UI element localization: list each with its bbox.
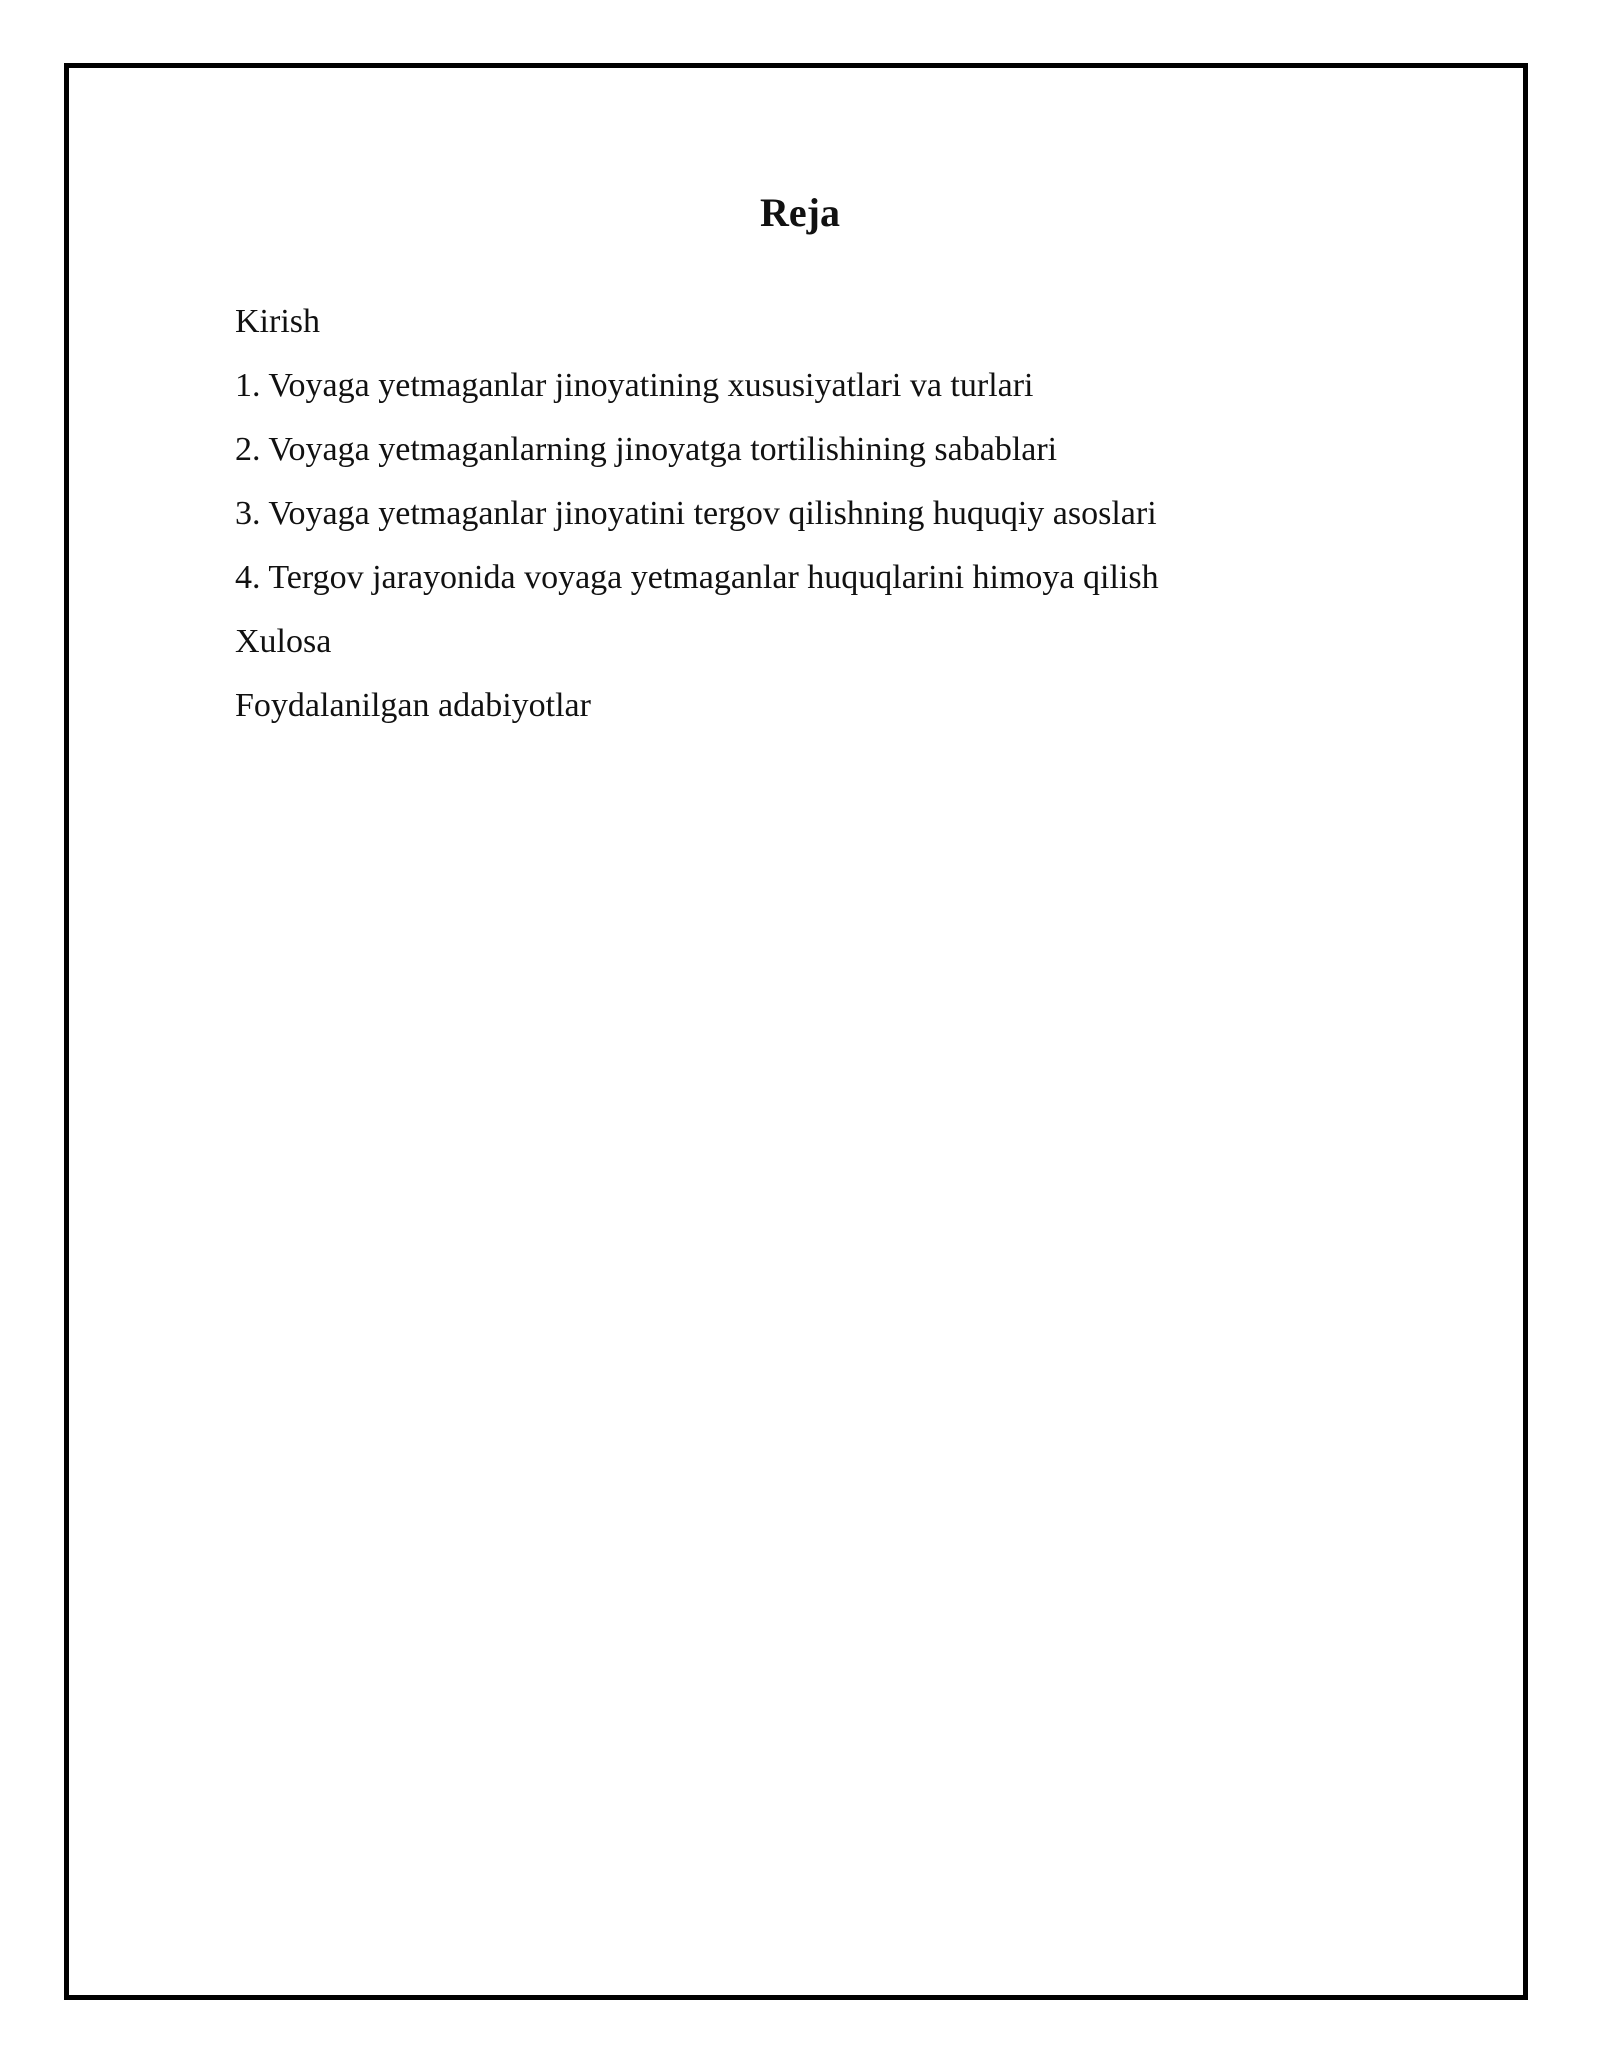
plan-item-1: 1. Voyaga yetmaganlar jinoyatining xususiyatlari va turlari: [235, 367, 1034, 404]
plan-item-3: 3. Voyaga yetmaganlar jinoyatini tergov qilishning huquqiy asoslari: [235, 495, 1157, 532]
plan-item-2: 2. Voyaga yetmaganlarning jinoyatga tortilishining sabablari: [235, 431, 1058, 468]
plan-list: [235, 290, 1159, 738]
plan-item-references: Foydalanilgan adabiyotlar: [235, 687, 591, 724]
plan-item-intro: Kirish: [235, 303, 320, 340]
page-title: Reja: [760, 190, 840, 235]
plan-item-4: 4. Tergov jarayonida voyaga yetmaganlar huquqlarini himoya qilish: [235, 559, 1159, 596]
plan-item-conclusion: Xulosa: [235, 623, 332, 660]
